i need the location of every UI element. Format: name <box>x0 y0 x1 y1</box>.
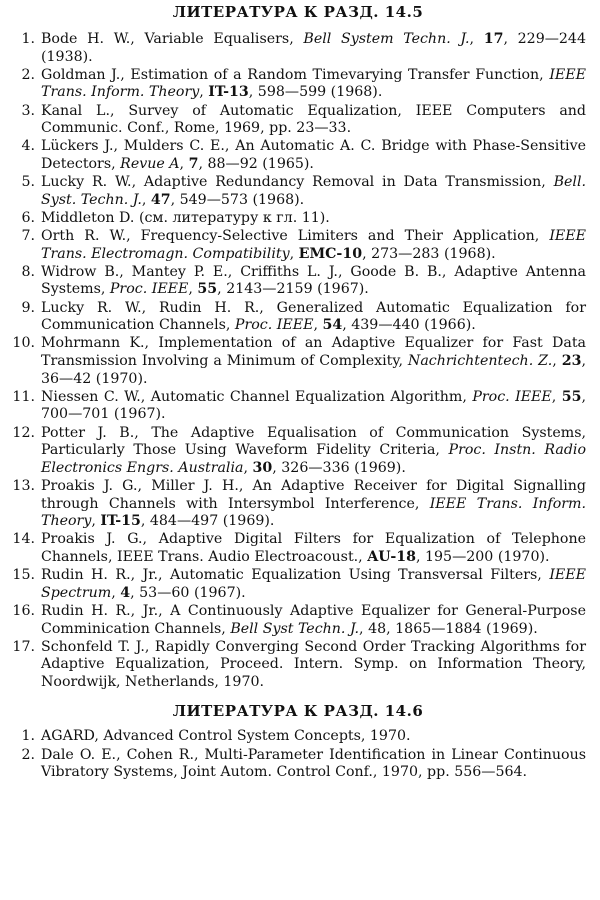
reference-item <box>10 389 586 424</box>
journal-title: IEEE Trans. Inform. Theory <box>41 495 586 530</box>
reference-text: , 273—283 (1968). <box>362 245 496 262</box>
volume-number: 17 <box>483 31 504 47</box>
volume-number: 47 <box>150 191 171 208</box>
reference-number: 17. <box>12 638 35 655</box>
volume-number: AU-18 <box>367 548 416 565</box>
reference-number: 12. <box>12 424 35 441</box>
reference-item <box>10 425 586 478</box>
reference-item <box>10 67 586 102</box>
reference-text: Schonfeld T. J., Rapidly Converging Second Order Tracking Algorithms for Adaptive Equalization, Proceed. Intern. Symp. on Information Theory, Noordwijk, Netherlands, 1970. <box>41 638 586 690</box>
reference-number: 9. <box>21 299 35 316</box>
reference-text: , <box>243 459 253 476</box>
reference-number: 4. <box>21 138 35 155</box>
reference-text: , <box>91 513 101 530</box>
volume-number: 55 <box>197 281 218 298</box>
reference-item <box>10 567 586 602</box>
journal-title: Bell System Techn. J. <box>303 31 470 47</box>
journal-title: Proc. IEEE <box>472 388 552 405</box>
reference-text: Niessen C. W., Automatic Channel Equalization Algorithm, <box>41 388 473 405</box>
reference-item <box>10 531 586 566</box>
reference-item <box>10 639 586 692</box>
reference-item <box>10 747 586 782</box>
reference-number: 1. <box>21 728 35 745</box>
reference-text: Rudin H. R., Jr., A Continuously Adaptive Equalizer for General-Purpose Comminication Channels, <box>41 602 586 637</box>
reference-text: , <box>111 584 121 601</box>
journal-title: Proc. Instn. Radio Electronics Engrs. Australia <box>41 442 587 476</box>
reference-number: 7. <box>21 228 35 245</box>
reference-text: , 439—440 (1966). <box>342 317 476 334</box>
reference-text: Lucky R. W., Rudin H. R., Generalized Automatic Equalization for Communication Channels, <box>41 299 586 334</box>
reference-number: 6. <box>21 209 35 226</box>
volume-number: EMC-10 <box>298 245 363 262</box>
reference-text: Middleton D. (см. литературу к гл. 11). <box>41 209 330 226</box>
volume-number: 54 <box>322 317 343 334</box>
section-14-6 <box>10 699 586 781</box>
reference-text: , <box>469 31 484 47</box>
reference-text: Bode H. W., Variable Equalisers, <box>41 31 304 47</box>
reference-text: , 700—701 (1967). <box>41 388 586 423</box>
reference-item <box>10 264 586 299</box>
reference-item <box>10 31 586 66</box>
reference-text: , 2143—2159 (1967). <box>217 281 369 298</box>
reference-text: , 53—60 (1967). <box>130 584 246 601</box>
reference-text: Kanal L., Survey of Automatic Equalization, IEEE Computers and Communic. Conf., Rome, 1969, pp. 23—33. <box>41 102 586 137</box>
volume-number: IT-15 <box>100 513 141 530</box>
reference-item <box>10 103 586 138</box>
reference-number: 10. <box>12 335 35 352</box>
reference-item <box>10 478 586 531</box>
reference-text: , 88—92 (1965). <box>198 155 314 172</box>
reference-text: Widrow B., Mantey P. E., Criffiths L. J., Goode B. B., Adaptive Antenna Systems, <box>41 263 586 298</box>
reference-text: Mohrmann K., Implementation of an Adaptive Equalizer for Fast Data Transmission Involving a Minimum of Complexity, <box>41 335 586 370</box>
reference-text: Goldman J., Estimation of a Random Timevarying Transfer Function, <box>41 66 550 83</box>
reference-text: Potter J. B., The Adaptive Equalisation of Communication Systems, Particularly Those Using Waveform Fidelity Criteria, <box>41 424 586 459</box>
volume-number: 23 <box>561 353 582 370</box>
reference-text: , <box>313 317 323 334</box>
reference-text: , 598—599 (1968). <box>248 84 383 101</box>
reference-text: , <box>141 191 151 208</box>
reference-number: 1. <box>21 31 35 47</box>
reference-number: 2. <box>21 746 35 763</box>
reference-text: Rudin H. R., Jr., Automatic Equalization Using Transversal Filters, <box>41 567 550 584</box>
reference-text: Dale O. E., Cohen R., Multi-Parameter Identification in Linear Continuous Vibratory Systems, Joint Autom. Control Conf., 1970, pp. 556—564. <box>41 746 586 781</box>
volume-number: 55 <box>561 388 582 405</box>
reference-item <box>10 335 586 388</box>
journal-title: IEEE Trans. Electromagn. Compatibility <box>41 228 586 262</box>
reference-number: 16. <box>12 602 35 619</box>
reference-text: , 48, 1865—1884 (1969). <box>359 620 538 637</box>
reference-number: 2. <box>21 66 35 83</box>
reference-text: , <box>179 155 189 172</box>
journal-title: Nachrichtentech. Z. <box>407 353 553 370</box>
reference-text: , 36—42 (1970). <box>41 353 586 387</box>
reference-number: 5. <box>21 174 35 191</box>
reference-item <box>10 300 586 335</box>
reference-text: , 229—244 (1938). <box>41 31 586 65</box>
volume-number: 30 <box>252 459 273 476</box>
reference-text: , 326—336 (1969). <box>272 459 406 476</box>
reference-text: , <box>188 281 198 298</box>
reference-text: , 484—497 (1969). <box>140 513 275 530</box>
reference-text: Proakis J. G., Miller J. H., An Adaptive Receiver for Digital Signalling through Channels with Intersymbol Interference, <box>41 477 586 512</box>
journal-title: Bell. Syst. Techn. J. <box>41 174 586 208</box>
reference-text: , <box>552 353 562 370</box>
journal-title: Proc. IEEE <box>234 317 314 334</box>
reference-number: 3. <box>21 102 35 119</box>
reference-number: 15. <box>12 567 35 584</box>
reference-text: , <box>289 245 299 262</box>
reference-list <box>10 31 586 691</box>
reference-item <box>10 210 586 228</box>
reference-list <box>10 728 586 781</box>
reference-text: , <box>551 388 562 405</box>
reference-text: Proakis J. G., Adaptive Digital Filters for Equalization of Telephone Channels, IEEE Trans. Audio Electroacoust., <box>41 531 586 565</box>
journal-title: Bell Syst Techn. J. <box>230 620 360 637</box>
volume-number: 7 <box>188 155 199 172</box>
reference-number: 14. <box>12 531 35 548</box>
reference-item <box>10 174 586 209</box>
reference-text: Orth R. W., Frequency-Selective Limiters and Their Application, <box>41 228 550 245</box>
reference-item <box>10 603 586 638</box>
reference-text: Lucky R. W., Adaptive Redundancy Removal in Data Transmission, <box>41 174 554 191</box>
volume-number: 4 <box>120 584 131 601</box>
journal-title: IEEE Spectrum <box>41 567 586 601</box>
reference-number: 11. <box>12 388 35 405</box>
reference-item <box>10 138 586 173</box>
journal-title: Proc. IEEE <box>109 281 189 298</box>
volume-number: IT-13 <box>208 84 249 101</box>
reference-item <box>10 728 586 746</box>
reference-text: Lückers J., Mulders C. E., An Automatic A. C. Bridge with Phase-Sensitive Detectors, <box>41 138 586 172</box>
reference-text: , 549—573 (1968). <box>170 191 305 208</box>
section-title: ЛИТЕРАТУРА К РАЗД. 14.5 <box>172 3 424 21</box>
reference-text: AGARD, Advanced Control System Concepts, 1970. <box>41 728 411 745</box>
journal-title: Revue A <box>120 155 180 172</box>
reference-text: , 195—200 (1970). <box>415 548 550 565</box>
section-title: ЛИТЕРАТУРА К РАЗД. 14.6 <box>172 702 424 721</box>
section-14-5 <box>10 0 586 691</box>
journal-title: IEEE Trans. Inform. Theory <box>41 66 586 101</box>
reference-number: 8. <box>21 263 35 280</box>
reference-text: , <box>199 84 209 101</box>
reference-number: 13. <box>12 477 35 494</box>
reference-item <box>10 228 586 263</box>
